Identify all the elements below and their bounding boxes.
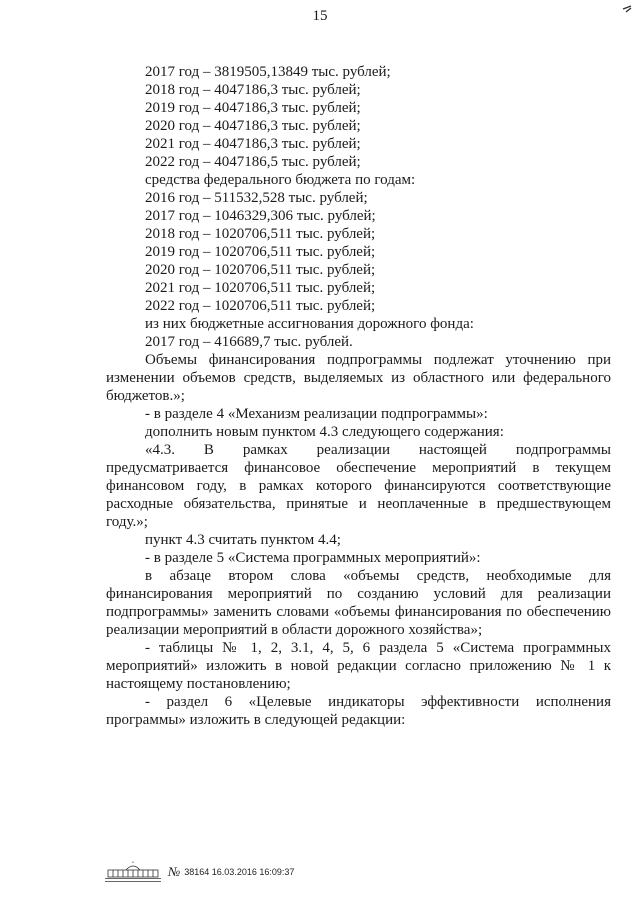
list-item: 2019 год – 4047186,3 тыс. рублей; [145,100,361,116]
list-item: 2016 год – 511532,528 тыс. рублей; [145,190,368,206]
list-item: 2021 год – 4047186,3 тыс. рублей; [145,136,361,152]
road-fund-heading: из них бюджетные ассигнования дорожного фонда: [145,316,474,332]
tables-amendment-paragraph: - таблицы № 1, 2, 3.1, 4, 5, 6 раздела 5 «Система программных мероприятий» изложить в новой редакции согласно приложению № 1 к настоящему постановлению; [106,640,611,692]
registration-stamp: 38164 16.03.2016 16:09:37 [184,867,295,877]
page-number: 15 [312,8,328,24]
section-4-line: - в разделе 4 «Механизм реализации подпрограммы»: [145,406,488,422]
list-item: 2020 год – 1020706,511 тыс. рублей; [145,262,376,278]
add-point-line: дополнить новым пунктом 4.3 следующего содержания: [145,424,504,440]
list-item: 2022 год – 1020706,511 тыс. рублей; [145,298,376,314]
list-item: 2020 год – 4047186,3 тыс. рублей; [145,118,361,134]
section-6-amendment-paragraph: - раздел 6 «Целевые индикаторы эффективности исполнения программы» изложить в следующей редакции: [106,694,611,728]
federal-budget-years-list [106,189,611,315]
list-item: 2017 год – 3819505,13849 тыс. рублей; [145,64,391,80]
corner-mark-icon [622,4,632,14]
road-fund-line: 2017 год – 416689,7 тыс. рублей. [145,334,353,350]
point-4-3-paragraph: «4.3. В рамках реализации настоящей подпрограммы предусматривается финансовое обеспечение мероприятий в текущем финансовом году, в рамках которого финансируются соответствующие расходные обязательства, принятые и неоплаченные в предшествующем году.»; [106,442,611,530]
financing-volumes-paragraph: Объемы финансирования подпрограммы подлежат уточнению при изменении объемов средств, выделяемых из областного или федерального бюджетов.»; [106,352,611,404]
federal-budget-heading: средства федерального бюджета по годам: [145,172,416,188]
list-item: 2021 год – 1020706,511 тыс. рублей; [145,280,376,296]
list-item: 2022 год – 4047186,5 тыс. рублей; [145,154,361,170]
regional-budget-years-list [106,63,611,171]
document-body [106,63,611,729]
second-paragraph-amendment: в абзаце втором слова «объемы средств, необходимые для финансирования мероприятий по созданию условий для реализации подпрограммы» заменить словами «объемы финансирования по обеспечению реализации мероприятий в области дорожного хозяйства»; [106,568,611,638]
list-item: 2017 год – 1046329,306 тыс. рублей; [145,208,376,224]
list-item: 2018 год – 4047186,3 тыс. рублей; [145,82,361,98]
number-sign: № [168,864,181,879]
section-5-line: - в разделе 5 «Система программных мероприятий»: [145,550,481,566]
renumber-line: пункт 4.3 считать пунктом 4.4; [145,532,341,548]
list-item: 2019 год – 1020706,511 тыс. рублей; [145,244,376,260]
document-footer [104,860,294,884]
list-item: 2018 год – 1020706,511 тыс. рублей; [145,226,376,242]
government-building-logo-icon [104,861,162,883]
